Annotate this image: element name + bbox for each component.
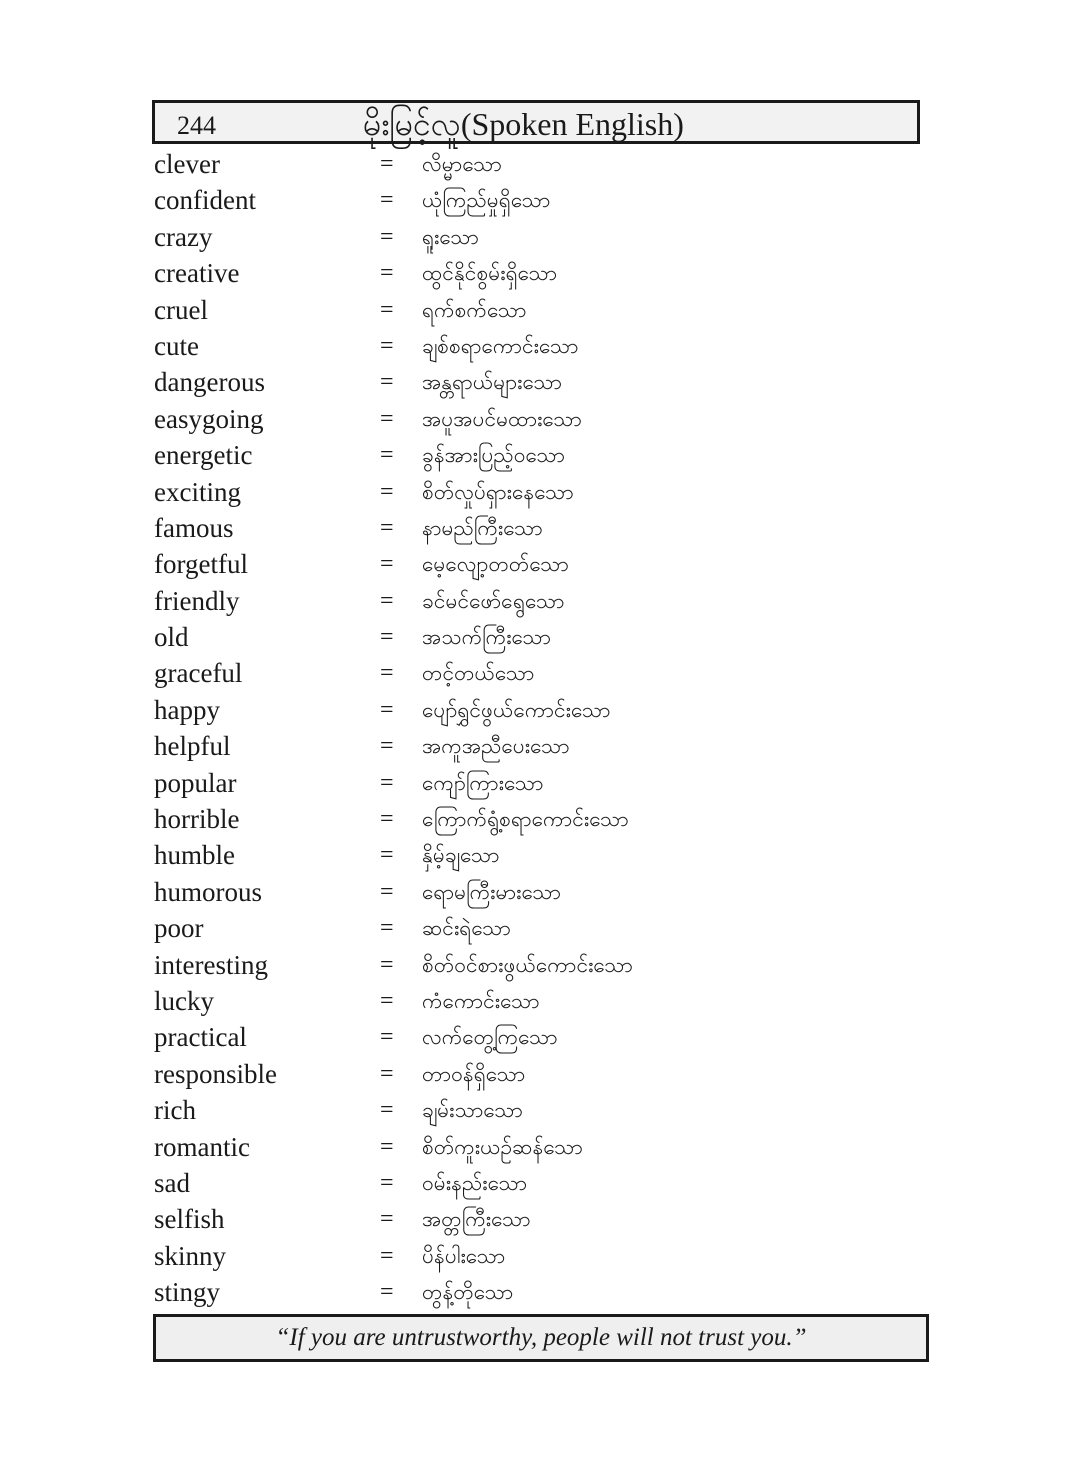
english-word: crazy — [154, 221, 213, 252]
vocab-row — [154, 146, 914, 182]
vocab-row — [154, 1274, 914, 1310]
vocab-row — [154, 947, 914, 983]
vocab-row — [154, 255, 914, 291]
vocab-row — [154, 983, 914, 1019]
english-word: sad — [154, 1167, 190, 1198]
burmese-meaning: ကံကောင်းသော — [422, 988, 540, 1013]
vocab-row — [154, 437, 914, 473]
english-word: confident — [154, 185, 256, 216]
english-word: cute — [154, 330, 199, 361]
burmese-meaning: ချမ်းသာသော — [422, 1098, 523, 1123]
book-title: မိုးမြင့်လူ(Spoken English) — [363, 106, 684, 142]
english-word: exciting — [154, 476, 241, 507]
equals-sign: = — [380, 442, 394, 469]
vocabulary-list — [154, 146, 914, 1311]
equals-sign: = — [380, 878, 394, 905]
equals-sign: = — [380, 733, 394, 760]
equals-sign: = — [380, 187, 394, 214]
equals-sign: = — [380, 1242, 394, 1269]
equals-sign: = — [380, 151, 394, 177]
burmese-meaning: အသက်ကြီးသော — [422, 625, 552, 650]
english-word: practical — [154, 1022, 247, 1053]
vocab-row — [154, 655, 914, 691]
equals-sign: = — [380, 951, 394, 978]
english-word: skinny — [154, 1240, 227, 1271]
vocab-row — [154, 546, 914, 582]
english-word: creative — [154, 258, 240, 289]
equals-sign: = — [380, 987, 394, 1014]
vocab-row — [154, 765, 914, 801]
burmese-meaning: ဆင်းရဲသော — [422, 916, 511, 941]
burmese-meaning: အပူအပင်မထားသော — [422, 406, 582, 431]
burmese-meaning: အတ္တကြီးသော — [422, 1207, 531, 1232]
burmese-meaning: နှိမ့်ချသော — [422, 843, 500, 868]
vocab-row — [154, 219, 914, 255]
footer-quote-box — [153, 1314, 929, 1362]
english-word: happy — [154, 694, 220, 725]
vocab-row — [154, 364, 914, 400]
vocab-row — [154, 1201, 914, 1237]
english-word: horrible — [154, 804, 240, 835]
vocab-row — [154, 510, 914, 546]
equals-sign: = — [380, 369, 394, 396]
equals-sign: = — [380, 1279, 394, 1306]
burmese-meaning: စိတ်ကူးယဉ်ဆန်သော — [422, 1134, 583, 1159]
english-word: interesting — [154, 949, 268, 980]
burmese-meaning: ရက်စက်သော — [422, 297, 527, 322]
english-word: romantic — [154, 1131, 250, 1162]
burmese-meaning: တွန့်တိုသော — [422, 1280, 514, 1305]
equals-sign: = — [380, 696, 394, 723]
equals-sign: = — [380, 1133, 394, 1160]
english-word: clever — [154, 149, 220, 179]
english-word: lucky — [154, 985, 214, 1016]
vocab-row — [154, 583, 914, 619]
equals-sign: = — [380, 260, 394, 287]
english-word: helpful — [154, 731, 231, 762]
burmese-meaning: ထွင်နိုင်စွမ်းရှိသော — [422, 261, 558, 286]
footer-quote: “If you are untrustworthy, people will not trust you.” — [275, 1324, 807, 1351]
burmese-meaning: ခင်မင်ဖော်ရွေသော — [422, 588, 565, 613]
vocab-row — [154, 910, 914, 946]
english-word: easygoing — [154, 403, 264, 434]
vocab-row — [154, 874, 914, 910]
english-word: responsible — [154, 1058, 277, 1089]
burmese-meaning: နာမည်ကြီးသော — [422, 515, 543, 540]
english-word: dangerous — [154, 367, 265, 398]
equals-sign: = — [380, 332, 394, 359]
vocab-row — [154, 401, 914, 437]
burmese-meaning: အကူအညီပေးသော — [422, 734, 570, 759]
burmese-meaning: ရူးသော — [422, 224, 479, 249]
english-word: rich — [154, 1095, 196, 1126]
vocab-row — [154, 1019, 914, 1055]
equals-sign: = — [380, 587, 394, 614]
equals-sign: = — [380, 1206, 394, 1233]
english-word: cruel — [154, 294, 208, 325]
english-word: humble — [154, 840, 235, 871]
burmese-meaning: ဝမ်းနည်းသော — [422, 1170, 528, 1195]
equals-sign: = — [380, 514, 394, 541]
burmese-meaning: ချစ်စရာကောင်းသော — [422, 333, 579, 358]
vocab-row — [154, 1165, 914, 1201]
burmese-meaning: တင့်တယ်သော — [422, 661, 535, 686]
page-header — [152, 100, 920, 144]
vocab-row — [154, 728, 914, 764]
vocab-row — [154, 474, 914, 510]
english-word: famous — [154, 512, 234, 543]
burmese-meaning: စိတ်ဝင်စားဖွယ်ကောင်းသော — [422, 952, 633, 977]
vocab-row — [154, 1092, 914, 1128]
vocab-row — [154, 692, 914, 728]
english-word: popular — [154, 767, 237, 798]
burmese-meaning: လိမ္မာသော — [422, 152, 502, 176]
english-word: friendly — [154, 585, 240, 616]
equals-sign: = — [380, 551, 394, 578]
burmese-meaning: တာဝန်ရှိသော — [422, 1061, 526, 1086]
burmese-meaning: ကြောက်ရွံ့စရာကောင်းသော — [422, 807, 629, 832]
equals-sign: = — [380, 660, 394, 687]
english-word: graceful — [154, 658, 243, 689]
english-word: forgetful — [154, 549, 248, 580]
vocab-row — [154, 182, 914, 218]
equals-sign: = — [380, 405, 394, 432]
vocab-row — [154, 1129, 914, 1165]
equals-sign: = — [380, 1097, 394, 1124]
equals-sign: = — [380, 624, 394, 651]
equals-sign: = — [380, 1024, 394, 1051]
burmese-meaning: စိတ်လှုပ်ရှားနေသော — [422, 479, 574, 504]
english-word: energetic — [154, 440, 253, 471]
vocab-row — [154, 1238, 914, 1274]
vocab-row — [154, 1056, 914, 1092]
burmese-meaning: အန္တရာယ်များသော — [422, 370, 563, 395]
equals-sign: = — [380, 769, 394, 796]
english-word: old — [154, 622, 189, 653]
vocab-row — [154, 801, 914, 837]
equals-sign: = — [380, 296, 394, 323]
burmese-meaning: လက်တွေ့ကြသော — [422, 1025, 558, 1050]
english-word: poor — [154, 913, 204, 944]
burmese-meaning: ရောမကြီးမားသော — [422, 879, 561, 904]
vocab-row — [154, 837, 914, 873]
burmese-meaning: ပျော်ရွှင်ဖွယ်ကောင်းသော — [422, 697, 611, 722]
burmese-meaning: ခွန်အားပြည့်ဝသော — [422, 443, 566, 468]
equals-sign: = — [380, 842, 394, 869]
equals-sign: = — [380, 478, 394, 505]
equals-sign: = — [380, 1169, 394, 1196]
english-word: humorous — [154, 876, 262, 907]
equals-sign: = — [380, 806, 394, 833]
english-word: selfish — [154, 1204, 225, 1235]
burmese-meaning: ပိန်ပါးသော — [422, 1243, 506, 1268]
vocab-row — [154, 328, 914, 364]
page-number: 244 — [177, 111, 216, 140]
burmese-meaning: ယုံကြည်မှုရှိသော — [422, 188, 551, 213]
equals-sign: = — [380, 1060, 394, 1087]
burmese-meaning: ကျော်ကြားသော — [422, 770, 544, 795]
vocab-row — [154, 619, 914, 655]
equals-sign: = — [380, 223, 394, 250]
vocab-row — [154, 292, 914, 328]
equals-sign: = — [380, 915, 394, 942]
burmese-meaning: မေ့လျော့တတ်သော — [422, 552, 569, 577]
english-word: stingy — [154, 1277, 221, 1308]
